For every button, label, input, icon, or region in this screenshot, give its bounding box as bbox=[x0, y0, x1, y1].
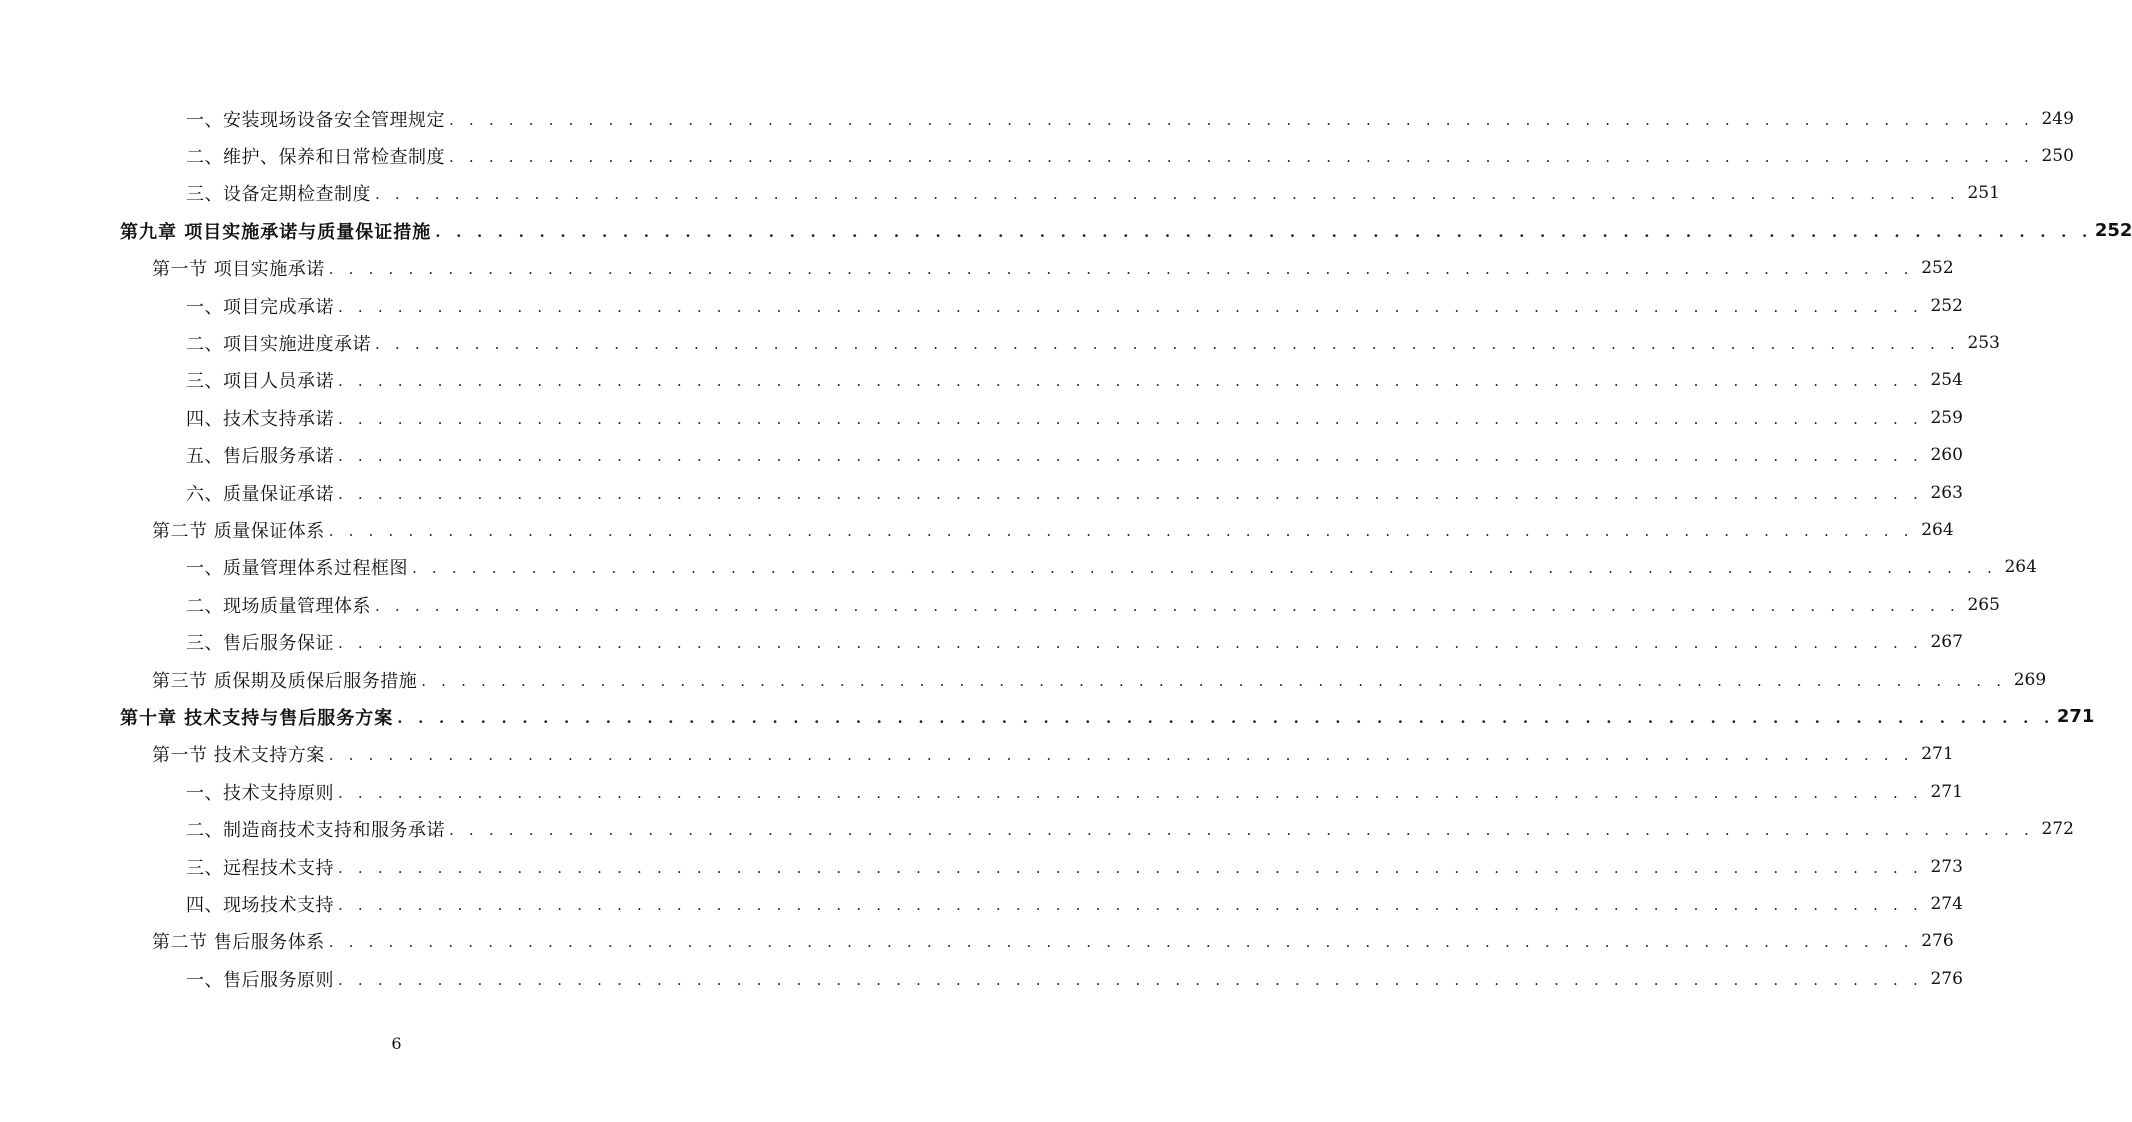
dot-leader: . . . . . . . . . . . . . . . . . . . . . . . . . . . . . . . . . . . . . . . . . . . . . . . . . . . . . . . . . . . . . . . . . . . . . . . . . . . . . . . . bbox=[338, 970, 1923, 989]
toc-entry-item bbox=[0, 885, 1963, 922]
dot-leader: . . . . . . . . . . . . . . . . . . . . . . . . . . . . . . . . . . . . . . . . . . . . . . . . . . . . . . . . . . . . . . . . . . . . . . . . . . . . . . . . bbox=[328, 933, 1914, 952]
toc-entry-section bbox=[0, 923, 1954, 960]
toc-entry-page: 276 bbox=[1930, 968, 1963, 989]
toc-entry-title: 四、技术支持承诺 bbox=[186, 408, 334, 430]
toc-entry-item bbox=[0, 586, 2000, 623]
toc-entry-title: 第一节 技术支持方案 bbox=[152, 745, 325, 767]
dot-leader: . . . . . . . . . . . . . . . . . . . . . . . . . . . . . . . . . . . . . . . . . . . . . . . . . . . . . . . . . . . . . . . . . . . . . . . . . . . . . . . . bbox=[328, 260, 1914, 279]
toc-entry-page: 253 bbox=[1967, 333, 2000, 354]
toc-entry-page: 259 bbox=[1930, 407, 1963, 428]
dot-leader: . . . . . . . . . . . . . . . . . . . . . . . . . . . . . . . . . . . . . . . . . . . . . . . . . . . . . . . . . . . . . . . . . . . . . . . . . . . . . . . . bbox=[338, 409, 1923, 428]
toc-entry-title: 二、维护、保养和日常检查制度 bbox=[186, 147, 445, 169]
toc-entry-page: 273 bbox=[1930, 856, 1963, 877]
toc-entry-section bbox=[0, 511, 1954, 548]
dot-leader: . . . . . . . . . . . . . . . . . . . . . . . . . . . . . . . . . . . . . . . . . . . . . . . . . . . . . . . . . . . . . . . . . . . . . . . . . . . . . . . . bbox=[328, 746, 1914, 765]
toc-entry-item bbox=[0, 474, 1963, 511]
toc-entry-item bbox=[0, 437, 1963, 474]
toc-entry-item bbox=[0, 399, 1963, 436]
toc-entry-item bbox=[0, 848, 1963, 885]
toc-entry-section bbox=[0, 250, 1954, 287]
toc-entry-item bbox=[0, 549, 2037, 586]
toc-entry-item bbox=[0, 960, 1963, 997]
toc-entry-title: 一、项目完成承诺 bbox=[186, 296, 334, 318]
dot-leader: . . . . . . . . . . . . . . . . . . . . . . . . . . . . . . . . . . . . . . . . . . . . . . . . . . . . . . . . . . . . . . . . . . . . . . . . . . . . . . . . bbox=[375, 185, 1960, 204]
toc-entry-item bbox=[0, 100, 2074, 137]
dot-leader: . . . . . . . . . . . . . . . . . . . . . . . . . . . . . . . . . . . . . . . . . . . . . . . . . . . . . . . . . . . . . . . . . . . . . . . . . . . . . . . . bbox=[338, 297, 1923, 316]
dot-leader: . . . . . . . . . . . . . . . . . . . . . . . . . . . . . . . . . . . . . . . . . . . . . . . . . . . . . . . . . . . . . . . . . . . . . . . . . . . . . . . . bbox=[435, 222, 2093, 241]
toc-entry-page: 276 bbox=[1921, 931, 1954, 952]
toc-entry-section bbox=[0, 661, 2047, 698]
dot-leader: . . . . . . . . . . . . . . . . . . . . . . . . . . . . . . . . . . . . . . . . . . . . . . . . . . . . . . . . . . . . . . . . . . . . . . . . . . . . . . . . bbox=[397, 708, 2055, 727]
dot-leader: . . . . . . . . . . . . . . . . . . . . . . . . . . . . . . . . . . . . . . . . . . . . . . . . . . . . . . . . . . . . . . . . . . . . . . . . . . . . . . . . bbox=[338, 484, 1923, 503]
dot-leader: . . . . . . . . . . . . . . . . . . . . . . . . . . . . . . . . . . . . . . . . . . . . . . . . . . . . . . . . . . . . . . . . . . . . . . . . . . . . . . . . bbox=[338, 783, 1923, 802]
toc-entry-page: 252 bbox=[1921, 258, 1954, 279]
toc-entry-chapter bbox=[0, 698, 2095, 735]
toc-entry-page: 265 bbox=[1967, 594, 2000, 615]
dot-leader: . . . . . . . . . . . . . . . . . . . . . . . . . . . . . . . . . . . . . . . . . . . . . . . . . . . . . . . . . . . . . . . . . . . . . . . . . . . . . . . . bbox=[449, 110, 2034, 129]
toc-entry-page: 251 bbox=[1967, 183, 2000, 204]
toc-entry-title: 第九章 项目实施承诺与质量保证措施 bbox=[120, 221, 432, 243]
toc-entry-title: 二、现场质量管理体系 bbox=[186, 595, 371, 617]
toc-entry-title: 三、项目人员承诺 bbox=[186, 371, 334, 393]
toc-entry-page: 263 bbox=[1930, 482, 1963, 503]
toc-entry-title: 三、远程技术支持 bbox=[186, 857, 334, 879]
toc-entry-title: 第二节 质量保证体系 bbox=[152, 520, 325, 542]
toc-entry-title: 第一节 项目实施承诺 bbox=[152, 259, 325, 281]
toc-entry-page: 264 bbox=[2004, 557, 2037, 578]
toc-entry-title: 四、现场技术支持 bbox=[186, 894, 334, 916]
dot-leader: . . . . . . . . . . . . . . . . . . . . . . . . . . . . . . . . . . . . . . . . . . . . . . . . . . . . . . . . . . . . . . . . . . . . . . . . . . . . . . . . bbox=[375, 335, 1960, 354]
toc-entry-page: 250 bbox=[2041, 146, 2074, 167]
toc-entry-item bbox=[0, 287, 1963, 324]
dot-leader: . . . . . . . . . . . . . . . . . . . . . . . . . . . . . . . . . . . . . . . . . . . . . . . . . . . . . . . . . . . . . . . . . . . . . . . . . . . . . . . . bbox=[328, 521, 1914, 540]
toc-entry-page: 272 bbox=[2041, 819, 2074, 840]
toc-entry-title: 五、售后服务承诺 bbox=[186, 446, 334, 468]
dot-leader: . . . . . . . . . . . . . . . . . . . . . . . . . . . . . . . . . . . . . . . . . . . . . . . . . . . . . . . . . . . . . . . . . . . . . . . . . . . . . . . . bbox=[375, 596, 1960, 615]
toc-entry-item bbox=[0, 773, 1963, 810]
toc-entry-title: 三、设备定期检查制度 bbox=[186, 184, 371, 206]
toc-entry-page: 274 bbox=[1930, 893, 1963, 914]
toc-entry-item bbox=[0, 623, 1963, 660]
toc-entry-page: 271 bbox=[1921, 744, 1954, 765]
dot-leader: . . . . . . . . . . . . . . . . . . . . . . . . . . . . . . . . . . . . . . . . . . . . . . . . . . . . . . . . . . . . . . . . . . . . . . . . . . . . . . . . bbox=[449, 821, 2034, 840]
toc-entry-page: 264 bbox=[1921, 519, 1954, 540]
dot-leader: . . . . . . . . . . . . . . . . . . . . . . . . . . . . . . . . . . . . . . . . . . . . . . . . . . . . . . . . . . . . . . . . . . . . . . . . . . . . . . . . bbox=[338, 447, 1923, 466]
dot-leader: . . . . . . . . . . . . . . . . . . . . . . . . . . . . . . . . . . . . . . . . . . . . . . . . . . . . . . . . . . . . . . . . . . . . . . . . . . . . . . . . bbox=[338, 895, 1923, 914]
toc-entry-page: 254 bbox=[1930, 370, 1963, 391]
toc-entry-page: 269 bbox=[2013, 669, 2047, 690]
dot-leader: . . . . . . . . . . . . . . . . . . . . . . . . . . . . . . . . . . . . . . . . . . . . . . . . . . . . . . . . . . . . . . . . . . . . . . . . . . . . . . . . bbox=[338, 372, 1923, 391]
toc-entry-title: 一、售后服务原则 bbox=[186, 969, 334, 991]
toc-entry-title: 一、安装现场设备安全管理规定 bbox=[186, 109, 445, 131]
dot-leader: . . . . . . . . . . . . . . . . . . . . . . . . . . . . . . . . . . . . . . . . . . . . . . . . . . . . . . . . . . . . . . . . . . . . . . . . . . . . . . . . bbox=[338, 858, 1923, 877]
dot-leader: . . . . . . . . . . . . . . . . . . . . . . . . . . . . . . . . . . . . . . . . . . . . . . . . . . . . . . . . . . . . . . . . . . . . . . . . . . . . . . . . bbox=[421, 671, 2007, 690]
toc-entry-title: 一、质量管理体系过程框图 bbox=[186, 558, 408, 580]
dot-leader: . . . . . . . . . . . . . . . . . . . . . . . . . . . . . . . . . . . . . . . . . . . . . . . . . . . . . . . . . . . . . . . . . . . . . . . . . . . . . . . . bbox=[412, 559, 1997, 578]
dot-leader: . . . . . . . . . . . . . . . . . . . . . . . . . . . . . . . . . . . . . . . . . . . . . . . . . . . . . . . . . . . . . . . . . . . . . . . . . . . . . . . . bbox=[449, 148, 2034, 167]
toc-entry-page: 260 bbox=[1930, 445, 1963, 466]
page-number: 6 bbox=[391, 1034, 402, 1053]
toc-entry-page: 271 bbox=[2056, 706, 2095, 728]
dot-leader: . . . . . . . . . . . . . . . . . . . . . . . . . . . . . . . . . . . . . . . . . . . . . . . . . . . . . . . . . . . . . . . . . . . . . . . . . . . . . . . . bbox=[338, 634, 1923, 653]
toc-entry-chapter bbox=[0, 212, 2132, 249]
toc-entry-page: 252 bbox=[1930, 295, 1963, 316]
toc-entry-page: 267 bbox=[1930, 632, 1963, 653]
toc-entry-page: 252 bbox=[2094, 220, 2132, 242]
toc-entry-title: 第三节 质保期及质保后服务措施 bbox=[152, 670, 418, 692]
toc-entry-title: 第十章 技术支持与售后服务方案 bbox=[120, 707, 394, 729]
toc-entry-item bbox=[0, 324, 2000, 361]
toc-entry-title: 六、质量保证承诺 bbox=[186, 483, 334, 505]
toc-entry-title: 二、制造商技术支持和服务承诺 bbox=[186, 820, 445, 842]
toc-entry-item bbox=[0, 362, 1963, 399]
toc-entry-page: 271 bbox=[1930, 781, 1963, 802]
toc-entry-section bbox=[0, 736, 1954, 773]
toc-entry-item bbox=[0, 137, 2074, 174]
toc-entry-page: 249 bbox=[2041, 108, 2074, 129]
toc-entry-item bbox=[0, 810, 2074, 847]
toc-entry-item bbox=[0, 175, 2000, 212]
toc-entry-title: 第二节 售后服务体系 bbox=[152, 932, 325, 954]
toc-entry-title: 三、售后服务保证 bbox=[186, 633, 334, 655]
table-of-contents bbox=[0, 100, 2132, 997]
toc-entry-title: 一、技术支持原则 bbox=[186, 782, 334, 804]
toc-entry-title: 二、项目实施进度承诺 bbox=[186, 334, 371, 356]
